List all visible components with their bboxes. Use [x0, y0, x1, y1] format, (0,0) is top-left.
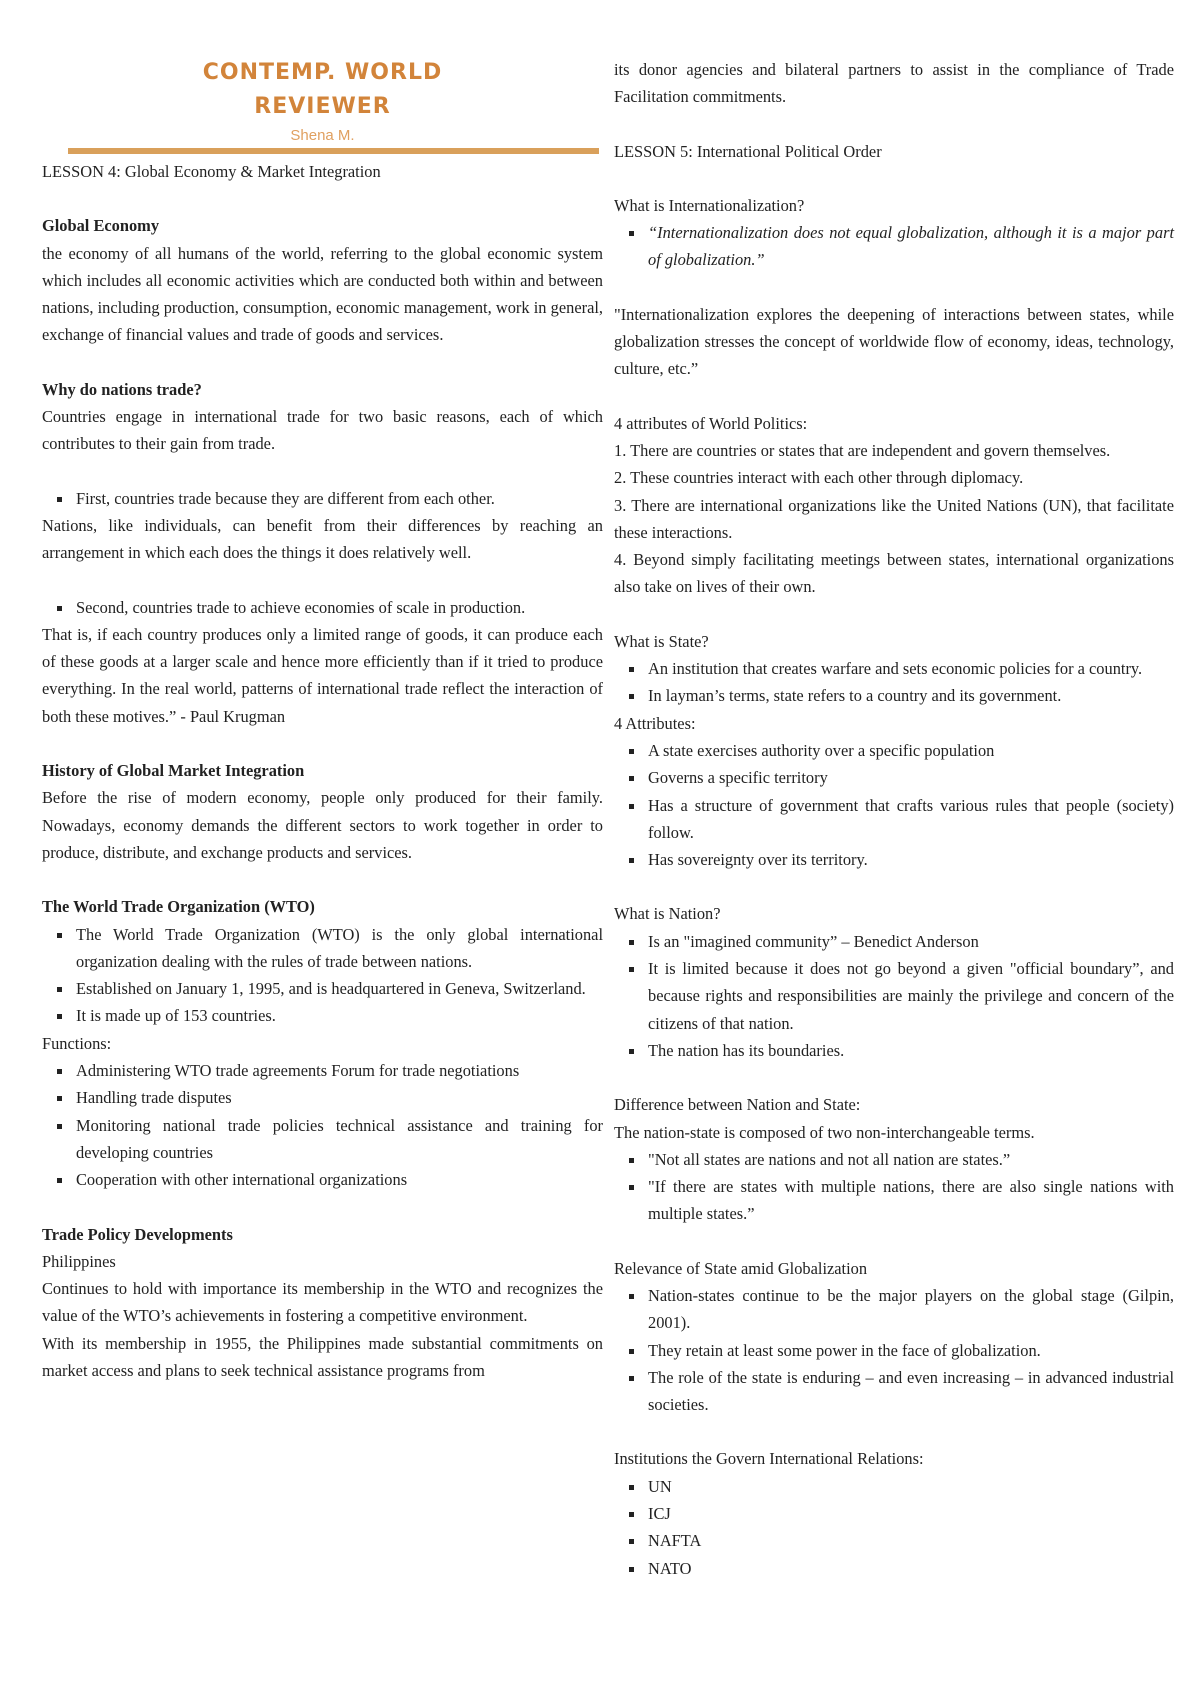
list-item: Has a structure of government that crafts various rules that people (society) follow. — [648, 792, 1174, 847]
list-item: In layman’s terms, state refers to a country and its government. — [648, 682, 1174, 709]
list-item: Monitoring national trade policies technical assistance and training for developing countries — [76, 1112, 603, 1167]
lesson5-title: LESSON 5: International Political Order — [614, 141, 882, 161]
why-trade-second-text: That is, if each country produces only a limited range of goods, it can produce each of these goods at a larger scale and hence more efficiently than if it tried to produce everything. In the real world, patterns of international trade reflect the interaction of both these motives.” - Paul Krugman — [42, 624, 603, 726]
left-column — [42, 56, 603, 1384]
author-name: Shena M. — [290, 127, 355, 144]
document-title-line2: REVIEWER — [254, 94, 391, 119]
wto-functions-label: Functions: — [42, 1033, 112, 1053]
list-item: The World Trade Organization (WTO) is the only global international organization dealing with the rules of trade between nations. — [76, 921, 603, 976]
relevance-question: Relevance of State amid Globalization — [614, 1258, 868, 1278]
list-item: ICJ — [648, 1500, 1174, 1527]
continuation-text: its donor agencies and bilateral partners to assist in the compliance of Trade Facilitation commitments. — [614, 60, 1174, 107]
list-item: “Internationalization does not equal globalization, although it is a major part of globalization.” — [648, 219, 1174, 274]
wto-functions-list — [42, 1057, 603, 1193]
nation-list — [614, 928, 1174, 1064]
list-item: Governs a specific territory — [648, 764, 1174, 791]
trade-policy-p1: Continues to hold with importance its membership in the WTO and recognizes the value of the WTO’s achievements in fostering a competitive environment. — [42, 1279, 603, 1326]
relevance-list — [614, 1282, 1174, 1418]
wto-heading: The World Trade Organization (WTO) — [42, 897, 315, 917]
lesson4-title: LESSON 4: Global Economy & Market Integration — [42, 162, 381, 181]
world-politics-attributes-label: 4 attributes of World Politics: — [614, 413, 808, 433]
document-title-line1: CONTEMP. WORLD — [202, 60, 443, 85]
list-item: It is limited because it does not go beyond a given "official boundary”, and because rights and responsibilities are mainly the privilege and concern of the citizens of that nation. — [648, 955, 1174, 1037]
why-trade-first-text: Nations, like individuals, can benefit from their differences by reaching an arrangement in which each does the things it does relatively well. — [42, 515, 603, 563]
difference-list — [614, 1146, 1174, 1228]
list-item: NATO — [648, 1555, 1174, 1582]
state-list — [614, 655, 1174, 710]
difference-question: Difference between Nation and State: — [614, 1095, 861, 1115]
difference-text: The nation-state is composed of two non-interchangeable terms. — [614, 1122, 1035, 1142]
history-heading: History of Global Market Integration — [42, 761, 305, 781]
world-politics-attribute-1: 1. There are countries or states that are independent and govern themselves. — [614, 440, 1111, 460]
why-trade-first-list — [42, 485, 603, 512]
list-item: UN — [648, 1473, 1174, 1500]
why-trade-intro: Countries engage in international trade for two basic reasons, each of which contributes to their gain from trade. — [42, 407, 603, 454]
trade-policy-heading: Trade Policy Developments — [42, 1224, 233, 1244]
list-item: First, countries trade because they are different from each other. — [76, 485, 603, 512]
internationalization-question: What is Internationalization? — [614, 195, 805, 215]
list-item: Administering WTO trade agreements Forum for trade negotiations — [76, 1057, 603, 1084]
list-item: "If there are states with multiple nations, there are also single nations with multiple states.” — [648, 1173, 1174, 1228]
trade-policy-p2: With its membership in 1955, the Philippines made substantial commitments on market access and plans to seek technical assistance programs from — [42, 1333, 603, 1380]
title-divider — [68, 148, 599, 154]
list-item: Handling trade disputes — [76, 1084, 603, 1111]
wto-list — [42, 921, 603, 1030]
list-item: Second, countries trade to achieve economies of scale in production. — [76, 594, 603, 621]
world-politics-attribute-4: 4. Beyond simply facilitating meetings between states, international organizations also take on lives of their own. — [614, 550, 1174, 597]
state-question: What is State? — [614, 631, 709, 651]
list-item: NAFTA — [648, 1527, 1174, 1554]
list-item: "Not all states are nations and not all nation are states.” — [648, 1146, 1174, 1173]
institutions-list — [614, 1473, 1174, 1582]
list-item: Is an "imagined community” – Benedict Anderson — [648, 928, 1174, 955]
state-attributes-label: 4 Attributes: — [614, 713, 696, 733]
global-economy-heading: Global Economy — [42, 216, 160, 236]
list-item: The nation has its boundaries. — [648, 1037, 1174, 1064]
list-item: It is made up of 153 countries. — [76, 1002, 603, 1029]
nation-question: What is Nation? — [614, 904, 721, 924]
list-item: Nation-states continue to be the major players on the global stage (Gilpin, 2001). — [648, 1282, 1174, 1337]
list-item: A state exercises authority over a specific population — [648, 737, 1174, 764]
right-column — [614, 56, 1174, 1582]
global-economy-text: the economy of all humans of the world, referring to the global economic system which includes all economic activities which are conducted both within and between nations, including production, consumption, economic management, work in general, exchange of financial values and trade of goods and services. — [42, 243, 603, 345]
list-item: Has sovereignty over its territory. — [648, 846, 1174, 873]
world-politics-attribute-2: 2. These countries interact with each other through diplomacy. — [614, 468, 1024, 488]
list-item: Established on January 1, 1995, and is headquartered in Geneva, Switzerland. — [76, 975, 603, 1002]
trade-policy-country: Philippines — [42, 1251, 116, 1271]
state-attributes-list — [614, 737, 1174, 873]
internationalization-text: "Internationalization explores the deepening of interactions between states, while globalization stresses the concept of worldwide flow of economy, ideas, technology, culture, etc.” — [614, 304, 1174, 379]
list-item: Cooperation with other international organizations — [76, 1166, 603, 1193]
list-item: An institution that creates warfare and sets economic policies for a country. — [648, 655, 1174, 682]
list-item: They retain at least some power in the face of globalization. — [648, 1337, 1174, 1364]
world-politics-attribute-3: 3. There are international organizations like the United Nations (UN), that facilitate these interactions. — [614, 495, 1174, 542]
institutions-question: Institutions the Govern International Relations: — [614, 1449, 924, 1469]
history-text: Before the rise of modern economy, people only produced for their family. Nowadays, economy demands the different sectors to work together in order to produce, distribute, and exchange products and services. — [42, 788, 603, 862]
list-item: The role of the state is enduring – and even increasing – in advanced industrial societies. — [648, 1364, 1174, 1419]
internationalization-quote-list — [614, 219, 1174, 274]
why-trade-second-list — [42, 594, 603, 621]
why-trade-heading: Why do nations trade? — [42, 379, 202, 399]
